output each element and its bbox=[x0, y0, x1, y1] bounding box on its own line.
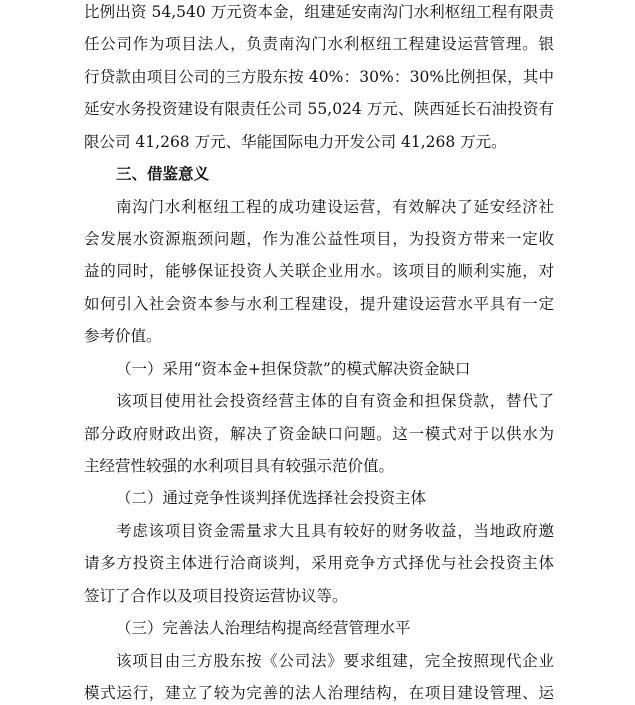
paragraph-line: 益的同时，能够保证投资人关联企业用水。该项目的顺利实施，对 bbox=[84, 262, 554, 280]
paragraph-line: 该项目由三方股东按《公司法》要求组建，完全按照现代企业 bbox=[116, 652, 554, 670]
paragraph-line: 如何引入社会资本参与水利工程建设，提升建设运营水平具有一定 bbox=[84, 295, 554, 313]
paragraph-line: 行贷款由项目公司的三方股东按 40%：30%：30%比例担保，其中 bbox=[84, 68, 554, 86]
subsection-heading: （二）通过竞争性谈判择优选择社会投资主体 bbox=[116, 489, 427, 507]
paragraph-line: 任公司作为项目法人，负责南沟门水利枢纽工程建设运营管理。银 bbox=[84, 35, 554, 53]
paragraph-line: 主经营性较强的水利项目具有较强示范价值。 bbox=[84, 457, 395, 475]
paragraph-line: 模式运行，建立了较为完善的法人治理结构，在项目建设管理、运 bbox=[84, 684, 554, 702]
paragraph-line: 该项目使用社会投资经营主体的自有资金和担保贷款，替代了 bbox=[116, 392, 554, 410]
paragraph-line: 请多方投资主体进行洽商谈判，采用竞争方式择优与社会投资主体 bbox=[84, 554, 554, 572]
paragraph-line: 部分政府财政出资，解决了资金缺口问题。这一模式对于以供水为 bbox=[84, 425, 554, 443]
paragraph-line: 会发展水资源瓶颈问题，作为准公益性项目，为投资方带来一定收 bbox=[84, 230, 554, 248]
subsection-heading: （一）采用“资本金+担保贷款”的模式解决资金缺口 bbox=[116, 360, 471, 378]
subsection-heading: （三）完善法人治理结构提高经营管理水平 bbox=[116, 619, 411, 637]
paragraph-line: 限公司 41,268 万元、华能国际电力开发公司 41,268 万元。 bbox=[84, 133, 507, 151]
paragraph-line: 签订了合作以及项目投资运营协议等。 bbox=[84, 587, 348, 605]
paragraph-line: 考虑该项目资金需量求大且具有较好的财务收益，当地政府邀 bbox=[116, 522, 554, 540]
paragraph-line: 参考价值。 bbox=[84, 327, 162, 345]
paragraph-line: 比例出资 54,540 万元资本金，组建延安南沟门水利枢纽工程有限责 bbox=[84, 3, 554, 21]
paragraph-line: 延安水务投资建设有限责任公司 55,024 万元、陕西延长石油投资有 bbox=[84, 100, 554, 118]
section-heading: 三、借鉴意义 bbox=[116, 164, 210, 183]
paragraph-line: 南沟门水利枢纽工程的成功建设运营，有效解决了延安经济社 bbox=[116, 198, 554, 216]
